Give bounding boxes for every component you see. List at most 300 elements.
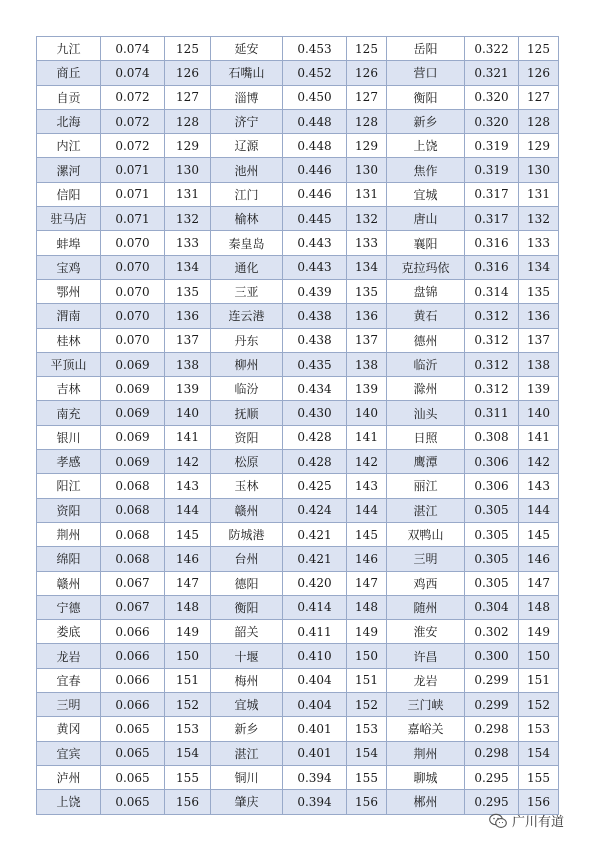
cell-city-c: 三明 xyxy=(387,547,465,571)
cell-city-a: 北海 xyxy=(37,109,101,133)
cell-rank-a: 129 xyxy=(165,134,211,158)
cell-score-b: 0.443 xyxy=(283,231,347,255)
cell-score-a: 0.069 xyxy=(101,352,165,376)
cell-score-b: 0.404 xyxy=(283,693,347,717)
cell-rank-a: 145 xyxy=(165,522,211,546)
cell-city-b: 新乡 xyxy=(211,717,283,741)
cell-city-c: 焦作 xyxy=(387,158,465,182)
cell-rank-a: 153 xyxy=(165,717,211,741)
cell-city-a: 宜春 xyxy=(37,668,101,692)
cell-score-a: 0.071 xyxy=(101,182,165,206)
cell-rank-a: 149 xyxy=(165,620,211,644)
cell-city-c: 上饶 xyxy=(387,134,465,158)
cell-city-a: 龙岩 xyxy=(37,644,101,668)
table-row xyxy=(37,498,559,522)
cell-score-a: 0.065 xyxy=(101,790,165,814)
cell-city-b: 梅州 xyxy=(211,668,283,692)
cell-score-b: 0.443 xyxy=(283,255,347,279)
cell-city-c: 双鸭山 xyxy=(387,522,465,546)
cell-score-b: 0.438 xyxy=(283,304,347,328)
cell-score-a: 0.066 xyxy=(101,644,165,668)
cell-city-c: 郴州 xyxy=(387,790,465,814)
cell-rank-c: 145 xyxy=(519,522,559,546)
cell-rank-a: 144 xyxy=(165,498,211,522)
cell-score-c: 0.319 xyxy=(465,134,519,158)
cell-score-b: 0.450 xyxy=(283,85,347,109)
table-body xyxy=(37,37,559,815)
cell-city-c: 唐山 xyxy=(387,207,465,231)
cell-city-b: 赣州 xyxy=(211,498,283,522)
cell-score-c: 0.305 xyxy=(465,547,519,571)
cell-rank-a: 127 xyxy=(165,85,211,109)
table-row xyxy=(37,571,559,595)
cell-rank-b: 147 xyxy=(347,571,387,595)
cell-city-a: 鄂州 xyxy=(37,279,101,303)
cell-score-c: 0.295 xyxy=(465,790,519,814)
cell-score-c: 0.304 xyxy=(465,595,519,619)
cell-city-c: 淮安 xyxy=(387,620,465,644)
cell-city-b: 抚顺 xyxy=(211,401,283,425)
cell-city-c: 衡阳 xyxy=(387,85,465,109)
table-row xyxy=(37,547,559,571)
cell-score-b: 0.394 xyxy=(283,765,347,789)
cell-city-b: 江门 xyxy=(211,182,283,206)
cell-rank-c: 149 xyxy=(519,620,559,644)
table-row xyxy=(37,522,559,546)
ranking-table xyxy=(36,36,559,815)
cell-city-b: 临汾 xyxy=(211,377,283,401)
cell-rank-c: 139 xyxy=(519,377,559,401)
table-row xyxy=(37,668,559,692)
cell-score-a: 0.069 xyxy=(101,450,165,474)
table-row xyxy=(37,765,559,789)
cell-rank-a: 132 xyxy=(165,207,211,231)
cell-city-b: 柳州 xyxy=(211,352,283,376)
cell-rank-a: 148 xyxy=(165,595,211,619)
cell-rank-b: 151 xyxy=(347,668,387,692)
cell-score-b: 0.424 xyxy=(283,498,347,522)
cell-rank-a: 125 xyxy=(165,37,211,61)
cell-city-b: 池州 xyxy=(211,158,283,182)
cell-score-c: 0.311 xyxy=(465,401,519,425)
cell-rank-a: 141 xyxy=(165,425,211,449)
cell-score-b: 0.411 xyxy=(283,620,347,644)
cell-city-b: 衡阳 xyxy=(211,595,283,619)
cell-rank-b: 144 xyxy=(347,498,387,522)
cell-score-b: 0.401 xyxy=(283,717,347,741)
cell-city-a: 黄冈 xyxy=(37,717,101,741)
cell-city-c: 营口 xyxy=(387,61,465,85)
cell-city-a: 宝鸡 xyxy=(37,255,101,279)
cell-rank-c: 132 xyxy=(519,207,559,231)
cell-score-a: 0.070 xyxy=(101,279,165,303)
cell-city-a: 绵阳 xyxy=(37,547,101,571)
cell-rank-b: 152 xyxy=(347,693,387,717)
cell-city-a: 银川 xyxy=(37,425,101,449)
cell-score-b: 0.421 xyxy=(283,547,347,571)
cell-city-c: 岳阳 xyxy=(387,37,465,61)
cell-score-b: 0.414 xyxy=(283,595,347,619)
cell-rank-a: 147 xyxy=(165,571,211,595)
cell-rank-b: 143 xyxy=(347,474,387,498)
cell-rank-c: 155 xyxy=(519,765,559,789)
cell-city-b: 德阳 xyxy=(211,571,283,595)
cell-rank-b: 149 xyxy=(347,620,387,644)
cell-city-a: 三明 xyxy=(37,693,101,717)
cell-score-b: 0.438 xyxy=(283,328,347,352)
cell-city-a: 南充 xyxy=(37,401,101,425)
table-row xyxy=(37,61,559,85)
cell-score-a: 0.065 xyxy=(101,717,165,741)
cell-city-c: 新乡 xyxy=(387,109,465,133)
cell-score-a: 0.074 xyxy=(101,37,165,61)
cell-score-a: 0.069 xyxy=(101,377,165,401)
cell-score-b: 0.452 xyxy=(283,61,347,85)
cell-city-a: 泸州 xyxy=(37,765,101,789)
cell-score-a: 0.072 xyxy=(101,85,165,109)
cell-score-c: 0.316 xyxy=(465,255,519,279)
cell-score-c: 0.322 xyxy=(465,37,519,61)
cell-score-c: 0.305 xyxy=(465,522,519,546)
cell-rank-a: 150 xyxy=(165,644,211,668)
cell-rank-a: 130 xyxy=(165,158,211,182)
cell-score-a: 0.068 xyxy=(101,547,165,571)
cell-city-c: 聊城 xyxy=(387,765,465,789)
cell-rank-c: 126 xyxy=(519,61,559,85)
cell-score-c: 0.316 xyxy=(465,231,519,255)
table-row xyxy=(37,182,559,206)
cell-city-b: 台州 xyxy=(211,547,283,571)
cell-score-b: 0.434 xyxy=(283,377,347,401)
cell-score-b: 0.430 xyxy=(283,401,347,425)
cell-city-a: 赣州 xyxy=(37,571,101,595)
cell-city-a: 上饶 xyxy=(37,790,101,814)
cell-rank-a: 131 xyxy=(165,182,211,206)
cell-score-b: 0.453 xyxy=(283,37,347,61)
cell-city-c: 随州 xyxy=(387,595,465,619)
cell-rank-b: 135 xyxy=(347,279,387,303)
cell-score-c: 0.314 xyxy=(465,279,519,303)
cell-rank-b: 129 xyxy=(347,134,387,158)
cell-score-c: 0.320 xyxy=(465,85,519,109)
cell-city-b: 宜城 xyxy=(211,693,283,717)
cell-score-b: 0.445 xyxy=(283,207,347,231)
cell-rank-b: 155 xyxy=(347,765,387,789)
cell-city-b: 秦皇岛 xyxy=(211,231,283,255)
cell-rank-a: 139 xyxy=(165,377,211,401)
table-row xyxy=(37,328,559,352)
cell-rank-a: 135 xyxy=(165,279,211,303)
cell-city-b: 三亚 xyxy=(211,279,283,303)
cell-score-a: 0.066 xyxy=(101,620,165,644)
cell-city-a: 资阳 xyxy=(37,498,101,522)
table-row xyxy=(37,109,559,133)
cell-city-a: 信阳 xyxy=(37,182,101,206)
cell-rank-c: 130 xyxy=(519,158,559,182)
cell-rank-b: 141 xyxy=(347,425,387,449)
cell-city-c: 嘉峪关 xyxy=(387,717,465,741)
cell-city-a: 宁德 xyxy=(37,595,101,619)
cell-rank-c: 134 xyxy=(519,255,559,279)
cell-rank-a: 142 xyxy=(165,450,211,474)
cell-rank-c: 141 xyxy=(519,425,559,449)
cell-rank-b: 131 xyxy=(347,182,387,206)
cell-rank-c: 153 xyxy=(519,717,559,741)
cell-city-c: 荆州 xyxy=(387,741,465,765)
cell-score-c: 0.305 xyxy=(465,498,519,522)
ranking-table-container xyxy=(36,36,558,815)
cell-rank-c: 135 xyxy=(519,279,559,303)
cell-score-a: 0.070 xyxy=(101,231,165,255)
cell-rank-a: 156 xyxy=(165,790,211,814)
cell-rank-b: 134 xyxy=(347,255,387,279)
cell-city-c: 汕头 xyxy=(387,401,465,425)
cell-rank-b: 136 xyxy=(347,304,387,328)
cell-rank-b: 139 xyxy=(347,377,387,401)
cell-city-a: 阳江 xyxy=(37,474,101,498)
table-row xyxy=(37,352,559,376)
cell-rank-b: 145 xyxy=(347,522,387,546)
cell-score-b: 0.404 xyxy=(283,668,347,692)
table-row xyxy=(37,255,559,279)
cell-rank-c: 136 xyxy=(519,304,559,328)
cell-rank-c: 137 xyxy=(519,328,559,352)
table-row xyxy=(37,790,559,814)
cell-rank-a: 151 xyxy=(165,668,211,692)
table-row xyxy=(37,401,559,425)
cell-rank-c: 148 xyxy=(519,595,559,619)
cell-rank-a: 134 xyxy=(165,255,211,279)
cell-score-c: 0.320 xyxy=(465,109,519,133)
cell-city-b: 资阳 xyxy=(211,425,283,449)
cell-city-a: 蚌埠 xyxy=(37,231,101,255)
cell-score-c: 0.317 xyxy=(465,182,519,206)
cell-score-a: 0.066 xyxy=(101,668,165,692)
cell-city-b: 榆林 xyxy=(211,207,283,231)
cell-score-b: 0.425 xyxy=(283,474,347,498)
cell-city-c: 龙岩 xyxy=(387,668,465,692)
table-row xyxy=(37,207,559,231)
cell-city-a: 渭南 xyxy=(37,304,101,328)
cell-rank-b: 128 xyxy=(347,109,387,133)
cell-city-a: 内江 xyxy=(37,134,101,158)
cell-rank-b: 133 xyxy=(347,231,387,255)
cell-rank-c: 131 xyxy=(519,182,559,206)
cell-city-a: 驻马店 xyxy=(37,207,101,231)
cell-score-a: 0.071 xyxy=(101,158,165,182)
cell-rank-a: 138 xyxy=(165,352,211,376)
cell-rank-c: 146 xyxy=(519,547,559,571)
cell-city-a: 娄底 xyxy=(37,620,101,644)
cell-city-b: 辽源 xyxy=(211,134,283,158)
cell-score-b: 0.428 xyxy=(283,425,347,449)
cell-rank-a: 146 xyxy=(165,547,211,571)
cell-city-b: 防城港 xyxy=(211,522,283,546)
cell-score-b: 0.439 xyxy=(283,279,347,303)
cell-city-c: 襄阳 xyxy=(387,231,465,255)
cell-score-a: 0.070 xyxy=(101,255,165,279)
cell-score-c: 0.299 xyxy=(465,693,519,717)
cell-rank-b: 138 xyxy=(347,352,387,376)
cell-rank-b: 154 xyxy=(347,741,387,765)
cell-score-b: 0.448 xyxy=(283,109,347,133)
cell-score-b: 0.446 xyxy=(283,158,347,182)
cell-rank-a: 155 xyxy=(165,765,211,789)
cell-score-c: 0.306 xyxy=(465,450,519,474)
cell-rank-b: 148 xyxy=(347,595,387,619)
cell-city-a: 宜宾 xyxy=(37,741,101,765)
cell-score-b: 0.421 xyxy=(283,522,347,546)
cell-score-a: 0.069 xyxy=(101,425,165,449)
table-row xyxy=(37,37,559,61)
cell-city-c: 德州 xyxy=(387,328,465,352)
table-row xyxy=(37,279,559,303)
cell-rank-c: 147 xyxy=(519,571,559,595)
cell-city-b: 延安 xyxy=(211,37,283,61)
cell-city-c: 日照 xyxy=(387,425,465,449)
cell-city-c: 湛江 xyxy=(387,498,465,522)
cell-city-b: 韶关 xyxy=(211,620,283,644)
cell-score-a: 0.072 xyxy=(101,134,165,158)
cell-rank-c: 152 xyxy=(519,693,559,717)
cell-city-a: 孝感 xyxy=(37,450,101,474)
cell-rank-a: 152 xyxy=(165,693,211,717)
cell-rank-c: 150 xyxy=(519,644,559,668)
cell-city-b: 松原 xyxy=(211,450,283,474)
cell-score-a: 0.071 xyxy=(101,207,165,231)
cell-city-a: 九江 xyxy=(37,37,101,61)
cell-city-b: 连云港 xyxy=(211,304,283,328)
cell-city-c: 宜城 xyxy=(387,182,465,206)
table-row xyxy=(37,450,559,474)
cell-city-a: 吉林 xyxy=(37,377,101,401)
cell-rank-b: 150 xyxy=(347,644,387,668)
cell-score-b: 0.435 xyxy=(283,352,347,376)
cell-score-c: 0.312 xyxy=(465,352,519,376)
cell-score-c: 0.302 xyxy=(465,620,519,644)
cell-city-a: 桂林 xyxy=(37,328,101,352)
cell-score-c: 0.298 xyxy=(465,741,519,765)
cell-city-c: 盘锦 xyxy=(387,279,465,303)
cell-city-c: 许昌 xyxy=(387,644,465,668)
table-row xyxy=(37,158,559,182)
cell-score-a: 0.065 xyxy=(101,765,165,789)
cell-rank-c: 129 xyxy=(519,134,559,158)
table-row xyxy=(37,231,559,255)
cell-score-b: 0.420 xyxy=(283,571,347,595)
cell-score-a: 0.067 xyxy=(101,571,165,595)
cell-score-b: 0.446 xyxy=(283,182,347,206)
cell-city-c: 三门峡 xyxy=(387,693,465,717)
cell-rank-b: 140 xyxy=(347,401,387,425)
cell-rank-b: 137 xyxy=(347,328,387,352)
table-row xyxy=(37,620,559,644)
cell-score-a: 0.072 xyxy=(101,109,165,133)
table-row xyxy=(37,425,559,449)
cell-rank-b: 132 xyxy=(347,207,387,231)
cell-score-b: 0.448 xyxy=(283,134,347,158)
cell-score-c: 0.319 xyxy=(465,158,519,182)
table-row xyxy=(37,644,559,668)
cell-score-c: 0.321 xyxy=(465,61,519,85)
cell-score-a: 0.074 xyxy=(101,61,165,85)
cell-score-b: 0.401 xyxy=(283,741,347,765)
table-row xyxy=(37,717,559,741)
cell-score-c: 0.305 xyxy=(465,571,519,595)
cell-rank-b: 146 xyxy=(347,547,387,571)
table-row xyxy=(37,474,559,498)
cell-city-b: 十堰 xyxy=(211,644,283,668)
cell-rank-a: 140 xyxy=(165,401,211,425)
cell-score-a: 0.068 xyxy=(101,522,165,546)
table-row xyxy=(37,693,559,717)
table-row xyxy=(37,134,559,158)
cell-rank-c: 144 xyxy=(519,498,559,522)
cell-city-b: 肇庆 xyxy=(211,790,283,814)
cell-rank-b: 127 xyxy=(347,85,387,109)
cell-score-c: 0.300 xyxy=(465,644,519,668)
cell-city-c: 丽江 xyxy=(387,474,465,498)
cell-rank-c: 133 xyxy=(519,231,559,255)
cell-rank-c: 154 xyxy=(519,741,559,765)
cell-city-c: 克拉玛依 xyxy=(387,255,465,279)
cell-city-a: 漯河 xyxy=(37,158,101,182)
table-row xyxy=(37,595,559,619)
watermark-text: 广川有道 xyxy=(511,815,564,830)
cell-rank-c: 140 xyxy=(519,401,559,425)
watermark xyxy=(489,811,564,830)
cell-rank-a: 137 xyxy=(165,328,211,352)
cell-rank-c: 128 xyxy=(519,109,559,133)
cell-city-b: 济宁 xyxy=(211,109,283,133)
cell-rank-a: 128 xyxy=(165,109,211,133)
cell-rank-b: 153 xyxy=(347,717,387,741)
cell-rank-b: 125 xyxy=(347,37,387,61)
table-row xyxy=(37,741,559,765)
cell-rank-c: 138 xyxy=(519,352,559,376)
cell-city-b: 湛江 xyxy=(211,741,283,765)
cell-rank-b: 126 xyxy=(347,61,387,85)
cell-city-c: 黄石 xyxy=(387,304,465,328)
cell-score-b: 0.410 xyxy=(283,644,347,668)
cell-rank-c: 127 xyxy=(519,85,559,109)
cell-rank-c: 156 xyxy=(519,790,559,814)
cell-score-a: 0.068 xyxy=(101,498,165,522)
cell-score-c: 0.312 xyxy=(465,377,519,401)
cell-score-a: 0.067 xyxy=(101,595,165,619)
cell-city-c: 临沂 xyxy=(387,352,465,376)
cell-rank-a: 154 xyxy=(165,741,211,765)
cell-score-b: 0.394 xyxy=(283,790,347,814)
cell-city-b: 丹东 xyxy=(211,328,283,352)
cell-score-b: 0.428 xyxy=(283,450,347,474)
cell-city-b: 淄博 xyxy=(211,85,283,109)
cell-city-c: 鹰潭 xyxy=(387,450,465,474)
cell-score-a: 0.070 xyxy=(101,304,165,328)
cell-score-c: 0.295 xyxy=(465,765,519,789)
cell-city-a: 商丘 xyxy=(37,61,101,85)
cell-score-c: 0.308 xyxy=(465,425,519,449)
cell-score-c: 0.312 xyxy=(465,328,519,352)
cell-score-a: 0.070 xyxy=(101,328,165,352)
cell-rank-a: 126 xyxy=(165,61,211,85)
cell-score-c: 0.298 xyxy=(465,717,519,741)
cell-rank-a: 143 xyxy=(165,474,211,498)
cell-rank-a: 133 xyxy=(165,231,211,255)
cell-rank-c: 143 xyxy=(519,474,559,498)
cell-rank-c: 142 xyxy=(519,450,559,474)
table-row xyxy=(37,85,559,109)
